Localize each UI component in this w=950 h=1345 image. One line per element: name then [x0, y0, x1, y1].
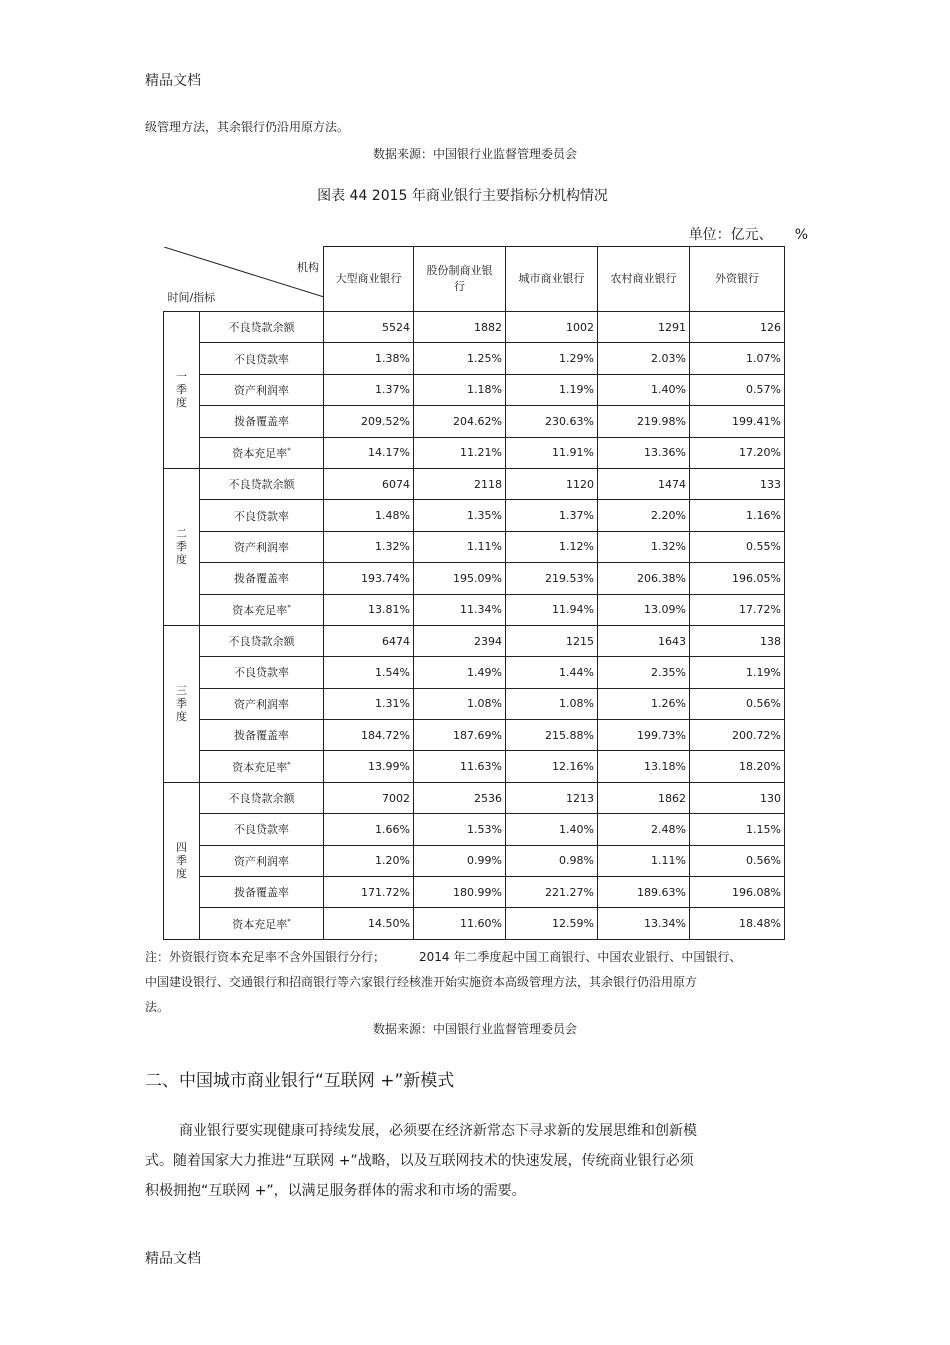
table-cell: 7002: [324, 782, 414, 813]
table-row: [164, 312, 785, 343]
quarter-label: [164, 782, 200, 939]
table-cell: 1.38%: [324, 343, 414, 374]
table-cell: 1.53%: [414, 814, 506, 845]
table-cell: 2394: [414, 625, 506, 656]
table-cell: 221.27%: [506, 877, 598, 908]
table-caption: 图表 44 2015 年商业银行主要指标分机构情况: [317, 188, 608, 204]
table-cell: 14.50%: [324, 908, 414, 939]
table-cell: 11.91%: [506, 437, 598, 468]
table-cell: 1.08%: [414, 688, 506, 719]
indicator-label: 资产利润率: [200, 845, 324, 876]
footnote-marker: *: [287, 760, 291, 768]
table-cell: 215.88%: [506, 720, 598, 751]
table-row: [164, 908, 785, 939]
table-cell: 1.54%: [324, 657, 414, 688]
table-cell: 204.62%: [414, 406, 506, 437]
table-row: [164, 877, 785, 908]
data-source-top: 数据来源：中国银行业监督管理委员会: [372, 147, 577, 161]
indicator-label: 拨备覆盖率: [200, 563, 324, 594]
table-row: [164, 845, 785, 876]
table-cell: 17.20%: [690, 437, 785, 468]
table-cell: 12.59%: [506, 908, 598, 939]
table-cell: 1.66%: [324, 814, 414, 845]
table-row: [164, 782, 785, 813]
indicator-label: 不良贷款余额: [200, 782, 324, 813]
table-row: [164, 500, 785, 531]
quarter-label-text: 三季度: [176, 684, 187, 724]
col-header-foreign-banks: 外资银行: [690, 247, 785, 312]
table-cell: 126: [690, 312, 785, 343]
col-header-city-banks: 城市商业银行: [506, 247, 598, 312]
table-cell: 1.44%: [506, 657, 598, 688]
table-cell: 230.63%: [506, 406, 598, 437]
table-cell: 6474: [324, 625, 414, 656]
table-cell: 1.16%: [690, 500, 785, 531]
table-cell: 1.08%: [506, 688, 598, 719]
footnote-marker: *: [287, 603, 291, 612]
table-cell: 138: [690, 625, 785, 656]
quarter-label: [164, 625, 200, 782]
table-header-row: [164, 247, 785, 312]
paragraph-line-2: 式。随着国家大力推进“互联网 +”战略，以及互联网技术的快速发展，传统商业银行必须: [145, 1153, 694, 1169]
indicator-label: 资产利润率: [200, 688, 324, 719]
table-cell: 1.19%: [690, 657, 785, 688]
quarter-label-text: 二季度: [176, 527, 187, 567]
table-note-line-2: 中国建设银行、交通银行和招商银行等六家银行经核准开始实施资本高级管理方法，其余银行仍沿用原方: [145, 975, 698, 989]
table-row: [164, 374, 785, 405]
table-cell: 180.99%: [414, 877, 506, 908]
table-row: [164, 625, 785, 656]
table-cell: 18.48%: [690, 908, 785, 939]
table-cell: 1.25%: [414, 343, 506, 374]
footnote-marker: *: [287, 916, 291, 925]
table-cell: 11.94%: [506, 594, 598, 625]
table-cell: 209.52%: [324, 406, 414, 437]
page-header: 精品文档: [145, 73, 201, 89]
table-cell: 13.18%: [598, 751, 690, 782]
table-cell: 1120: [506, 468, 598, 499]
indicator-label: 不良贷款率: [200, 500, 324, 531]
table-cell: 13.34%: [598, 908, 690, 939]
col-header-rural-banks: 农村商业银行: [598, 247, 690, 312]
table-cell: 1.26%: [598, 688, 690, 719]
table-cell: 12.16%: [506, 751, 598, 782]
table-cell: 1215: [506, 625, 598, 656]
table-cell: 1.48%: [324, 500, 414, 531]
table-cell: 1.32%: [324, 531, 414, 562]
note-part-2: 2014 年二季度起中国工商银行、中国农业银行、中国银行、: [419, 950, 742, 964]
table-cell: 206.38%: [598, 563, 690, 594]
indicator-label: 不良贷款余额: [200, 312, 324, 343]
table-cell: 1213: [506, 782, 598, 813]
table-cell: 1.11%: [414, 531, 506, 562]
table-cell: 5524: [324, 312, 414, 343]
table-cell: 196.08%: [690, 877, 785, 908]
table-cell: 13.99%: [324, 751, 414, 782]
indicator-label: 资本充足率*: [200, 908, 324, 939]
corner-label-time-indicator: 时间/指标: [167, 291, 216, 304]
table-cell: 1862: [598, 782, 690, 813]
data-source-bottom: 数据来源：中国银行业监督管理委员会: [372, 1022, 577, 1036]
table-cell: 1002: [506, 312, 598, 343]
table-cell: 2536: [414, 782, 506, 813]
table-note-line-1: [145, 948, 741, 965]
table-row: [164, 563, 785, 594]
footnote-marker: *: [287, 446, 291, 455]
corner-label-institution: 机构: [297, 260, 319, 274]
table-row: [164, 531, 785, 562]
table-corner-cell: [164, 247, 324, 312]
table-cell: 219.98%: [598, 406, 690, 437]
table-cell: 1.35%: [414, 500, 506, 531]
table-cell: 195.09%: [414, 563, 506, 594]
table-row: [164, 406, 785, 437]
indicator-label: 不良贷款余额: [200, 625, 324, 656]
table-cell: 1291: [598, 312, 690, 343]
table-cell: 1.37%: [506, 500, 598, 531]
table-cell: 11.63%: [414, 751, 506, 782]
table-note-line-3: 法。: [145, 1000, 170, 1014]
table-cell: 187.69%: [414, 720, 506, 751]
indicator-label: 拨备覆盖率: [200, 720, 324, 751]
indicator-label: 资本充足率*: [200, 751, 324, 782]
table-cell: 11.34%: [414, 594, 506, 625]
table-cell: 1.19%: [506, 374, 598, 405]
table-cell: 189.63%: [598, 877, 690, 908]
table-cell: 171.72%: [324, 877, 414, 908]
table-cell: 0.98%: [506, 845, 598, 876]
table-cell: 1.07%: [690, 343, 785, 374]
table-cell: 1.15%: [690, 814, 785, 845]
table-cell: 1474: [598, 468, 690, 499]
table-cell: 1643: [598, 625, 690, 656]
table-cell: 1.40%: [506, 814, 598, 845]
table-cell: 0.56%: [690, 845, 785, 876]
quarter-label-text: 四季度: [176, 841, 187, 881]
table-row: [164, 720, 785, 751]
table-row: [164, 594, 785, 625]
table-cell: 0.55%: [690, 531, 785, 562]
unit-text: 单位：亿元、: [688, 227, 773, 243]
paragraph-line-3: 积极拥抱“互联网 +”，以满足服务群体的需求和市场的需要。: [145, 1183, 526, 1199]
indicator-label: 不良贷款率: [200, 343, 324, 374]
quarter-label: [164, 468, 200, 625]
table-cell: 2.48%: [598, 814, 690, 845]
indicator-label: 拨备覆盖率: [200, 406, 324, 437]
table-cell: 130: [690, 782, 785, 813]
indicator-label: 不良贷款率: [200, 814, 324, 845]
table-cell: 1.32%: [598, 531, 690, 562]
table-cell: 1.40%: [598, 374, 690, 405]
unit-label: [689, 224, 808, 244]
indicator-label: 不良贷款率: [200, 657, 324, 688]
table-cell: 11.60%: [414, 908, 506, 939]
joint-stock-label: 股份制商业银行: [426, 264, 493, 293]
table-cell: 17.72%: [690, 594, 785, 625]
col-header-joint-stock-banks: [414, 247, 506, 312]
table-cell: 219.53%: [506, 563, 598, 594]
table-cell: 0.57%: [690, 374, 785, 405]
table-row: [164, 657, 785, 688]
table-row: [164, 814, 785, 845]
table-cell: 13.81%: [324, 594, 414, 625]
table-cell: 1.29%: [506, 343, 598, 374]
table-cell: 193.74%: [324, 563, 414, 594]
col-header-large-banks: 大型商业银行: [324, 247, 414, 312]
table-cell: 0.99%: [414, 845, 506, 876]
table-cell: 200.72%: [690, 720, 785, 751]
indicator-label: 资本充足率*: [200, 594, 324, 625]
continued-paragraph: 级管理方法，其余银行仍沿用原方法。: [145, 120, 350, 134]
paragraph-line-1: 商业银行要实现健康可持续发展，必须要在经济新常态下寻求新的发展思维和创新模: [179, 1123, 697, 1139]
quarter-label: [164, 312, 200, 469]
table-cell: 0.56%: [690, 688, 785, 719]
table-cell: 1.20%: [324, 845, 414, 876]
indicator-label: 不良贷款余额: [200, 468, 324, 499]
table-cell: 196.05%: [690, 563, 785, 594]
table-cell: 6074: [324, 468, 414, 499]
table-cell: 1.49%: [414, 657, 506, 688]
table-cell: 1.31%: [324, 688, 414, 719]
table-cell: 2.35%: [598, 657, 690, 688]
table-cell: 1.11%: [598, 845, 690, 876]
table-cell: 13.36%: [598, 437, 690, 468]
table-cell: 184.72%: [324, 720, 414, 751]
table-cell: 1882: [414, 312, 506, 343]
table-cell: 133: [690, 468, 785, 499]
section-heading: 二、中国城市商业银行“互联网 +”新模式: [145, 1071, 455, 1091]
table-cell: 2.20%: [598, 500, 690, 531]
table-cell: 1.18%: [414, 374, 506, 405]
indicator-label: 拨备覆盖率: [200, 877, 324, 908]
table-cell: 1.12%: [506, 531, 598, 562]
table-cell: 18.20%: [690, 751, 785, 782]
table-cell: 11.21%: [414, 437, 506, 468]
table-cell: 199.41%: [690, 406, 785, 437]
table-cell: 2.03%: [598, 343, 690, 374]
indicator-label: 资本充足率*: [200, 437, 324, 468]
page-footer: 精品文档: [145, 1251, 201, 1267]
bank-indicator-table: [163, 246, 785, 940]
quarter-label-text: 一季度: [176, 370, 187, 410]
table-cell: 2118: [414, 468, 506, 499]
table-row: [164, 468, 785, 499]
note-part-1: 注：外资银行资本充足率不含外国银行分行；: [145, 950, 386, 964]
table-row: [164, 751, 785, 782]
table-row: [164, 437, 785, 468]
unit-percent: %: [794, 227, 808, 243]
table-cell: 1.37%: [324, 374, 414, 405]
table-cell: 199.73%: [598, 720, 690, 751]
indicator-label: 资产利润率: [200, 531, 324, 562]
table-cell: 13.09%: [598, 594, 690, 625]
table-cell: 14.17%: [324, 437, 414, 468]
indicator-label: 资产利润率: [200, 374, 324, 405]
table-row: [164, 343, 785, 374]
table-row: [164, 688, 785, 719]
